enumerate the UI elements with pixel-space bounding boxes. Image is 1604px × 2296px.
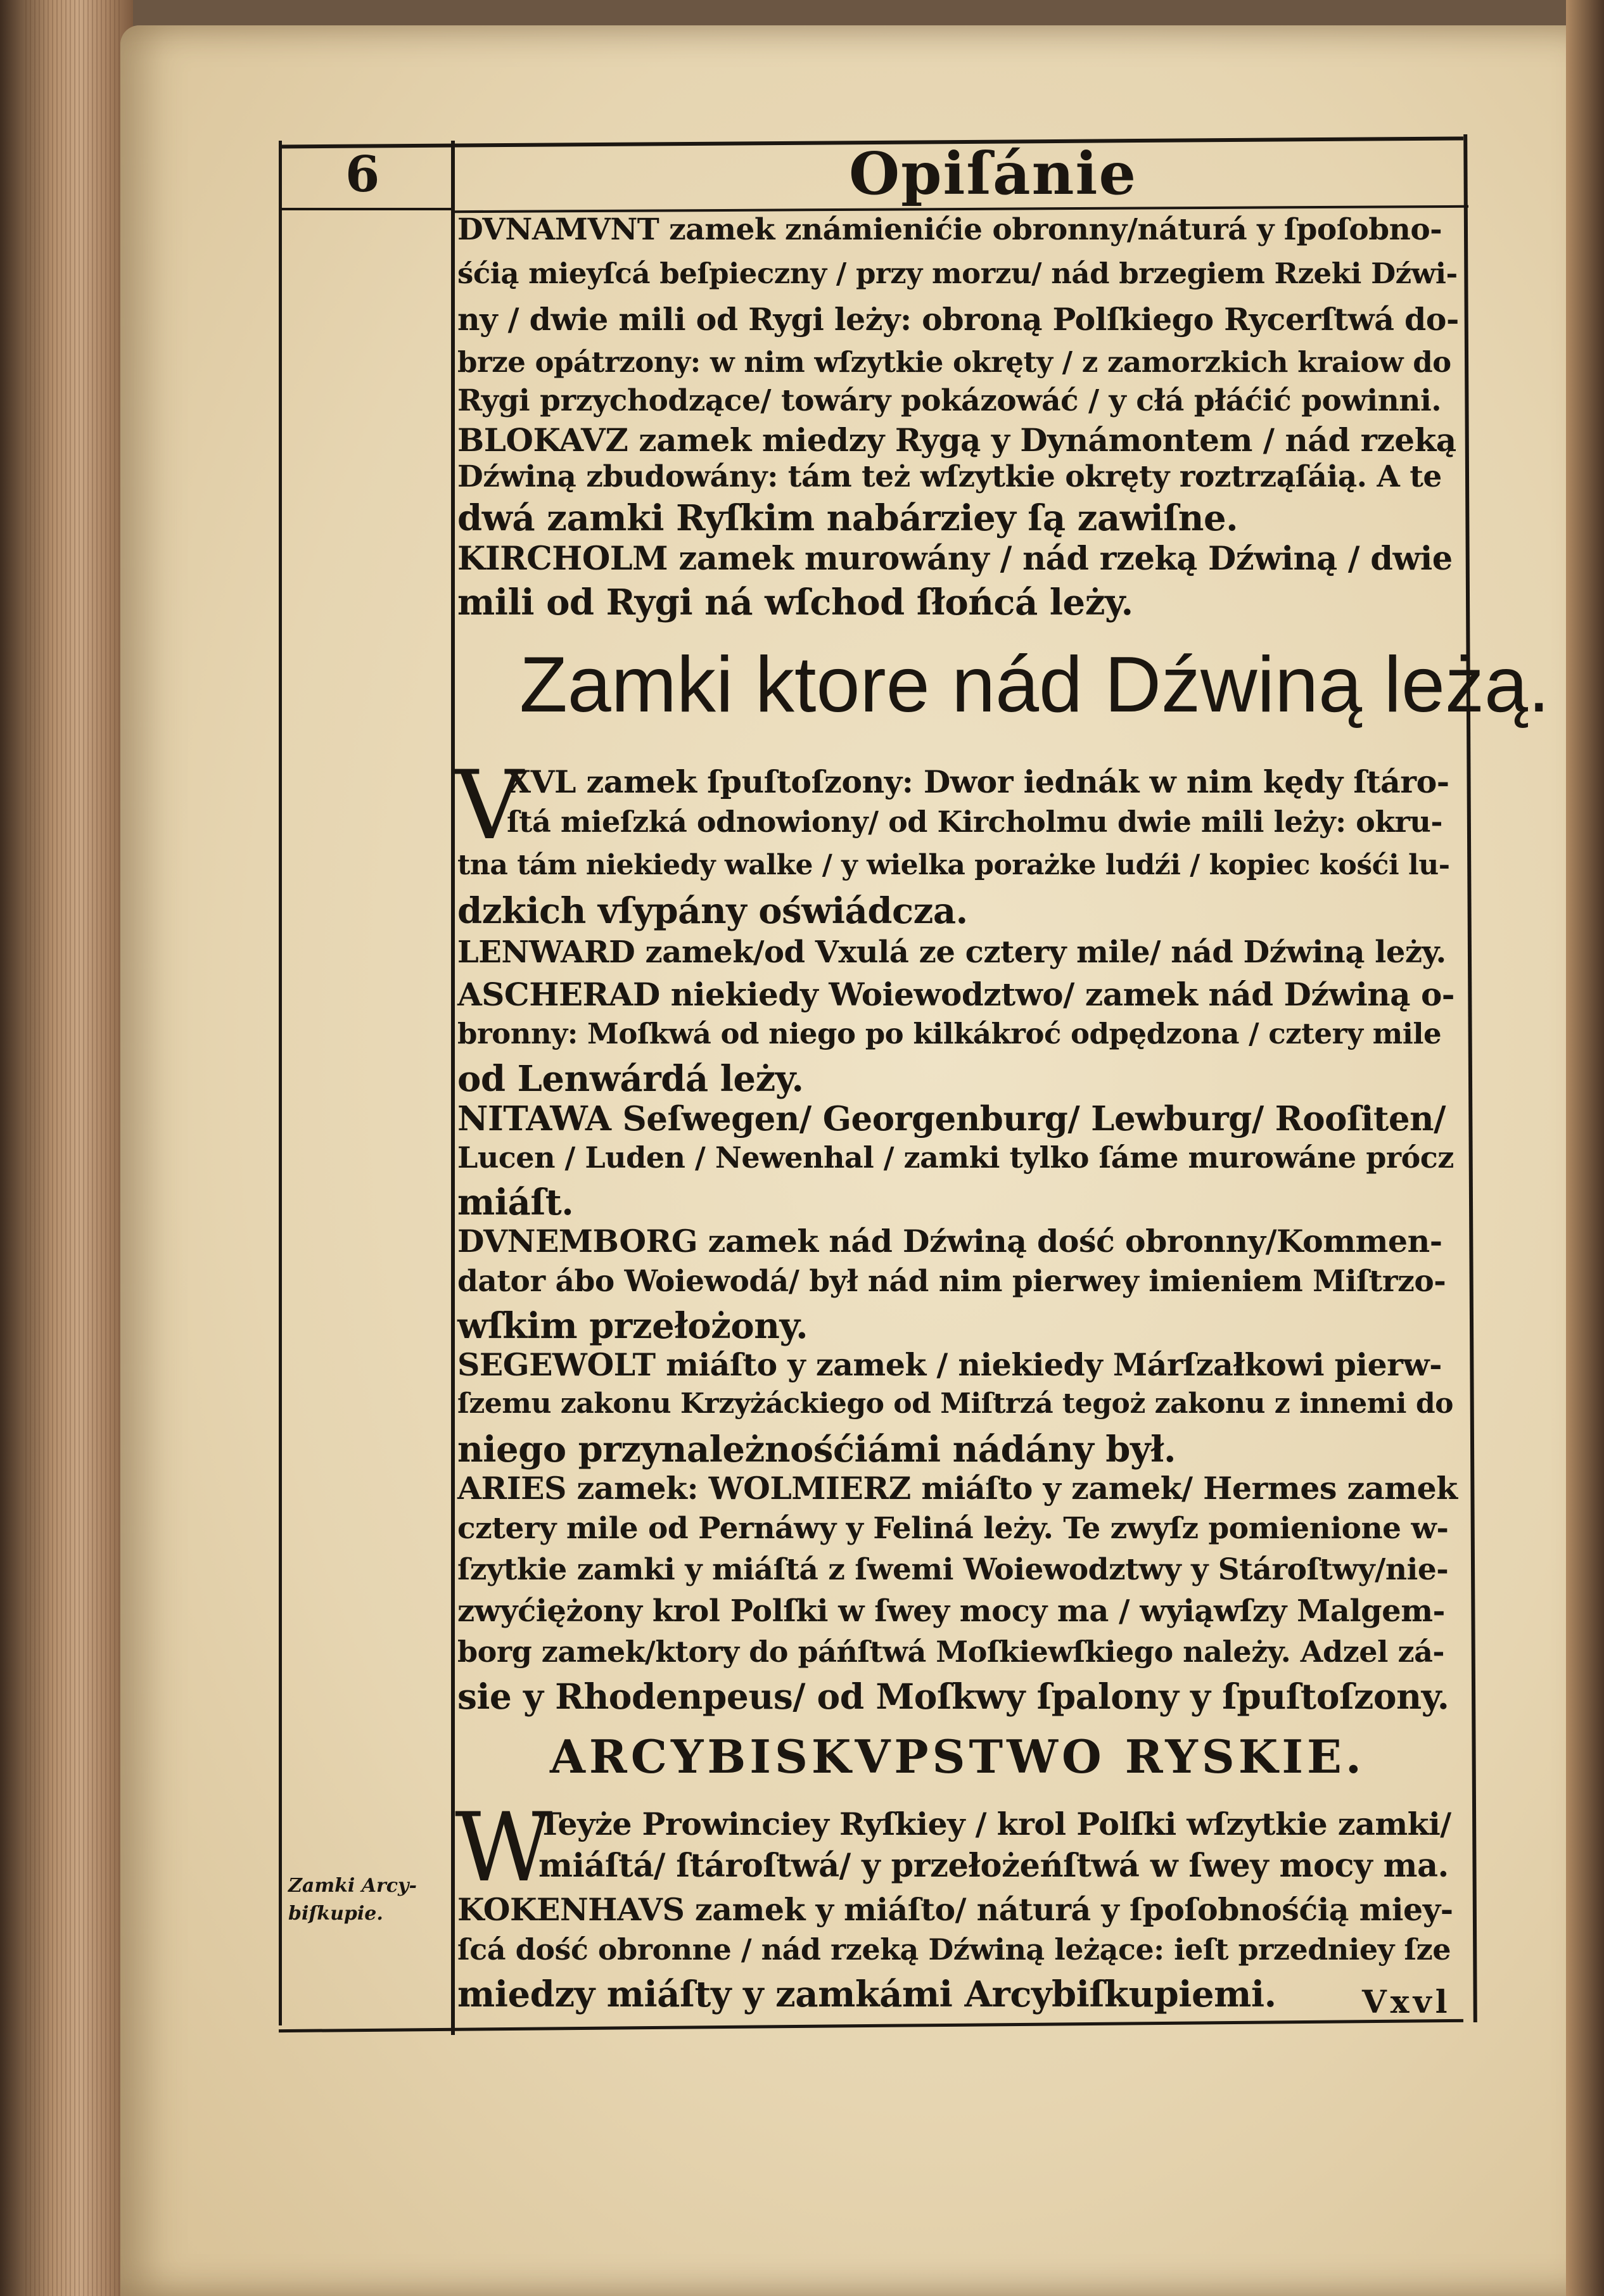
text-line: Rygi przychodzące/ towáry pokázowáć / y cłá płáćić powinni.	[457, 383, 1442, 418]
drop-cap-v: V	[455, 751, 524, 861]
text-line: ſtá mieſzká odnowiony/ od Kircholmu dwie mili leży: okru-	[507, 805, 1442, 839]
text-line: DVNAMVNT zamek známienićie obronny/náturá y ſpoſobno-	[457, 212, 1442, 247]
text-line: ARIES zamek: WOLMIERZ miáſto y zamek/ Hermes zamek	[457, 1470, 1458, 1507]
frame-rule-left	[451, 141, 455, 2035]
text-line: Dźwiną zbudowány: tám też wſzytkie okręty roztrząſáią. A te	[457, 459, 1442, 494]
text-line: KOKENHAVS zamek y miáſto/ náturá y ſpoſobnośćią miey-	[457, 1891, 1453, 1928]
text-line: wſkim przełożony.	[457, 1305, 808, 1347]
text-line: zwyćiężony krol Polſki w ſwey mocy ma / wyiąwſzy Malgem-	[457, 1593, 1445, 1629]
text-line: BLOKAVZ zamek miedzy Rygą y Dynámontem / nád rzeką	[457, 421, 1456, 459]
drop-cap-w: W	[455, 1793, 553, 1903]
text-line: miáſt.	[457, 1182, 574, 1223]
text-line: śćią mieyſcá beſpieczny / przy morzu/ nád brzegiem Rzeki Dźwi-	[457, 257, 1458, 290]
text-line: brze opátrzony: w nim wſzytkie okręty / z zamorzkich kraiow do	[457, 345, 1451, 379]
text-line: ny / dwie mili od Rygi leży: obroną Polſkiego Rycerſtwá do-	[457, 301, 1459, 338]
text-line: mili od Rygi ná wſchod ſłońcá leży.	[457, 582, 1133, 623]
text-line: Lucen / Luden / Newenhal / zamki tylko ſáme murowáne prócz	[457, 1140, 1454, 1175]
text-line: borg zamek/ktory do páńſtwá Moſkiewſkiego należy. Adzel zá-	[457, 1635, 1445, 1669]
text-line: ſcá dość obronne / nád rzeką Dźwiną leżące: ieſt przedniey ſze	[457, 1932, 1451, 1967]
text-line: niego przynależnośćiámi nádány był.	[457, 1429, 1176, 1470]
catchword: Vxvl	[1362, 1983, 1451, 2020]
text-line: cztery mile od Pernáwy y Feliná leży. Te zwyſz pomienione w-	[457, 1511, 1449, 1546]
text-line: ſzytkie zamki y miáſtá z ſwemi Woiewodztwy y Stároſtwy/nie-	[457, 1552, 1449, 1587]
text-line: dwá zamki Ryſkim nabárziey ſą zawiſne.	[457, 497, 1238, 539]
text-line: Teyże Prowinciey Ryſkiey / krol Polſki wſzytkie zamki/	[538, 1806, 1451, 1842]
book-gutter-right	[1566, 0, 1604, 2296]
text-line: dator ábo Woiewodá/ był nád nim pierwey imieniem Miſtrzo-	[457, 1264, 1446, 1299]
text-line: LENWARD zamek/od Vxulá ze cztery mile/ nád Dźwiną leży.	[457, 934, 1446, 970]
section-title: Zamki ktore nád Dźwiną leżą.	[519, 641, 1550, 729]
text-line: NITAWA Seſwegen/ Georgenburg/ Lewburg/ Rooſiten/	[457, 1099, 1446, 1138]
text-line: od Lenwárdá leży.	[457, 1058, 804, 1100]
text-line: dzkich vſypány oświádcza.	[457, 890, 968, 932]
margin-note	[288, 1872, 417, 1928]
text-line: bronny: Moſkwá od niego po kilkákroć odpędzona / cztery mile	[457, 1017, 1442, 1050]
text-line: KIRCHOLM zamek murowány / nád rzeką Dźwiną / dwie	[457, 540, 1453, 578]
text-line: DVNEMBORG zamek nád Dźwiną dość obronny/Kommen-	[457, 1223, 1442, 1260]
margin-note-line: biſkupie.	[288, 1903, 383, 1925]
running-head: Opiſánie	[849, 139, 1137, 208]
text-line: ASCHERAD niekiedy Woiewodztwo/ zamek nád Dźwiną o-	[457, 976, 1455, 1013]
sub-heading: ARCYBISKVPSTWO RYSKIE.	[550, 1730, 1365, 1783]
text-line: ſzemu zakonu Krzyżáckiego od Miſtrzá tegoż zakonu z innemi do	[457, 1387, 1453, 1420]
text-line: tna tám niekiedy walke / y wielka porażke ludźi / kopiec kośći lu-	[457, 849, 1450, 881]
margin-note-line: Zamki Arcy-	[288, 1875, 417, 1897]
text-line: XVL zamek ſpuſtoſzony: Dwor iednák w nim kędy ſtáro-	[507, 763, 1449, 800]
text-line: miáſtá/ ſtároſtwá/ y przełożeńſtwá w ſwey mocy ma.	[538, 1847, 1449, 1885]
margin-rule-left	[279, 141, 282, 2025]
text-line: sie y Rhodenpeus/ od Moſkwy ſpalony y ſpuſtoſzony.	[457, 1676, 1449, 1717]
margin-header-rule	[279, 208, 451, 210]
page-number: 6	[345, 146, 380, 203]
text-line: SEGEWOLT miáſto y zamek / niekiedy Márſzałkowi pierw-	[457, 1346, 1442, 1383]
text-line: miedzy miáſty y zamkámi Arcybiſkupiemi.	[457, 1974, 1276, 2015]
page-edge-lines	[25, 0, 120, 2296]
